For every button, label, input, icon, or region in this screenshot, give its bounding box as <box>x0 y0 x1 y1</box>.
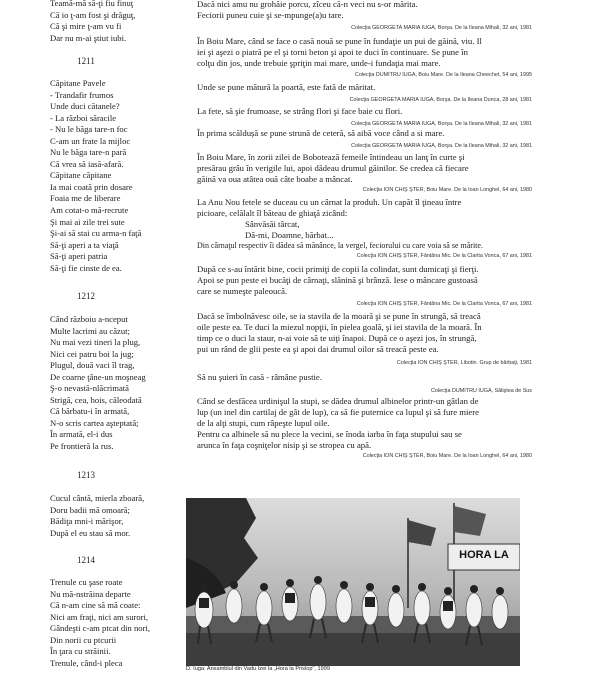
text-line: În Boiu Mare, în zorii zilei de Bobotează femeile întindeau un lanţ în curte şi <box>197 152 465 162</box>
folk-ensemble-photo <box>186 498 520 666</box>
text-line: pui un rând de glii peste ea şi apoi dai drumul oilor să treacă peste ea. <box>197 343 439 354</box>
source-credit: Colecţia ION CHIŞ ŞTER, Fântâna Mic. De la Clarita Vonca, 67 ani, 1981 <box>356 253 532 259</box>
verse-line: De coarne ţâne-un moşneag <box>50 371 146 382</box>
verse-line: Strigă, cea, hois, căleodată <box>50 394 142 405</box>
verse-line: Cucul cântă, mierla zboară, <box>50 493 145 503</box>
verse-line: - Nu le băga tare-n foc <box>50 124 128 135</box>
source-credit: Colecţia DUMITRU IUGA, Săliştea de Sus <box>431 388 532 394</box>
source-credit: Colecţia ION CHIŞ ŞTER, Libotin. Grup de bărbaţi, 1981 <box>396 360 532 366</box>
verse-line: Nu mă-nstrăina departe <box>50 588 131 599</box>
verse-line: Foaia me de liberare <box>50 193 121 204</box>
photo-illustration <box>186 498 520 666</box>
verse-line: Nici cei patru boi la jug; <box>50 348 134 359</box>
paragraph <box>197 152 532 185</box>
poem-number-1212: 1212 <box>77 291 95 301</box>
text-line: Să nu şuieri în casă - râmâne pustie. <box>197 372 322 382</box>
verse-line: Să-ţi aperi a ta viaţă <box>50 239 119 250</box>
verse-line: Şi-ai să stai cu arma-n faţă <box>50 228 142 239</box>
verse-line: Că bărbatu-i în armată, <box>50 406 130 417</box>
paragraph <box>197 82 532 93</box>
text-line: colţu din jos, unde trebuie şpriţin mai mare, unde-i fundaţia mai mare. <box>197 57 441 68</box>
verse-line: Teamă-mă să-ţi fiu finuţ <box>50 0 134 8</box>
paragraph <box>197 264 532 297</box>
source-credit: Colecţia GEORGETA MARIA IUGA, Borşa. De la Ileana Mihali, 32 ani, 1981 <box>351 121 532 127</box>
poem-number-1211: 1211 <box>77 56 95 66</box>
text-line: oile peste ea. Te duci la miezul nopţii, în pielea goală, şi iei stavila de la moară. În <box>197 321 482 332</box>
poem-number-1213: 1213 <box>77 470 95 480</box>
source-credit: Colecţia ION CHIŞ ŞTER, Boiu Mare. De la Ioan Longhel, 64 ani, 1980 <box>362 453 532 459</box>
text-line: În prima scăldușă se pune strună de ceteră, să aibă voce când a si mare. <box>197 128 445 138</box>
text-line: La Anu Nou fetele se duceau cu un cârnat la produh. Un capăt îl ţineau între <box>197 197 462 207</box>
verse-line: Când războiu a-nceput <box>50 314 128 324</box>
verse-line: - Trandafir frumos <box>50 89 114 100</box>
text-line: La fete, să şie frumoase, se strâng flori şi face baie cu flori. <box>197 106 403 116</box>
verse-line: N-o scris cartea aşteptată; <box>50 417 139 428</box>
paragraph <box>197 197 532 252</box>
paragraph <box>197 311 532 355</box>
text-line: Dacă se îmbolnăvesc oile, se ia stavila de la moară şi se pune în strungă, să treacă <box>197 311 481 321</box>
text-line: Unde se pune mătură la poartă, este fată de măritat. <box>197 82 376 92</box>
text-line: Feciorii puneu cuie şi se-mpunge(a)u tare. <box>197 9 344 20</box>
source-credit: Colecţia DUMITRU IUGA, Boiu Mare. De la Ileana Cheechet, 54 ani, 1995 <box>354 72 532 78</box>
photo-caption: D. Iuga: Ansamblul din Vadu Izei la „Hora la Prislop", 1999 <box>186 666 330 672</box>
paragraph <box>197 106 532 117</box>
verse-line: Gândeşti c-am ptcat din nori, <box>50 623 150 634</box>
verse-line: În armată, el-i dus <box>50 429 113 440</box>
source-credit: Colecţia GEORGETA MARIA IUGA, Borşa. De la Ileana Mihali, 32 ani, 1981 <box>351 143 532 149</box>
source-credit: Colecţia ION CHIŞ ŞTER, Fântâna Mic. De la Clarita Vonca, 67 ani, 1981 <box>356 301 532 307</box>
paragraph <box>197 128 532 139</box>
text-line: Când se desfăcea urdinişul la stupi, se dădea drumul albinelor printr-un gâtlan de <box>197 396 479 406</box>
text-line: timp ce o duci la staur, n-ai voie să te uiţi înapoi. După ce o aşezi jos, în strungă, <box>197 332 477 343</box>
verse-line: Că şi mire ţ-am vu fi <box>50 21 122 32</box>
paragraph <box>197 36 532 69</box>
text-line: care se numeşte paleoucă. <box>197 285 288 296</box>
verse-line: C-am un frate la mijloc <box>50 135 131 146</box>
verse-line: Dar nu m-ai ştiut iubi. <box>50 32 127 43</box>
text-line: găină va oua atâtea ouă câte boabe a mâncat. <box>197 173 353 184</box>
paragraph <box>197 396 532 451</box>
verse-fragment-top <box>50 0 135 44</box>
text-line: Apoi se pun peste ei bucăţi de cârnaţi, slănină şi brânză. Iese o mâncare gustoasă <box>197 274 478 285</box>
verse-line: Multe lacrimi au căzut; <box>50 325 130 336</box>
poem-1213 <box>50 493 144 539</box>
verse-line: Din norii cu ptcurii <box>50 634 117 645</box>
verse-line: Pe frontieră la rus. <box>50 441 114 452</box>
verse-line: Şi mai ai zile trei sute <box>50 216 125 227</box>
verse-line: Bădiţa mni-i mărişor, <box>50 516 124 527</box>
verse-line: Căpitane căpitane <box>50 170 112 181</box>
verse-line: Ia mai coată prin dosare <box>50 181 133 192</box>
verse-line: Că io ţ-am fost şi drăguţ, <box>50 9 136 20</box>
verse-line: Am cotat-o mă-recrute <box>50 205 129 216</box>
verse-line: Că n-am cine să mă coate: <box>50 600 141 611</box>
verse-line: Sânvăsăi târcat, <box>245 218 300 229</box>
verse-line: Trenule, când-i pleca <box>50 657 123 668</box>
source-credit: Colecţia ION CHIŞ ŞTER, Boiu Mare. De la Ioan Longhel, 64 ani, 1980 <box>362 187 532 193</box>
text-line: În Boiu Mare, când se face o casă nouă se pune în fundaţie un pui de găină, viu. Il <box>197 36 482 46</box>
verse-line: Trenule cu şase roate <box>50 577 123 587</box>
verse-line: Nu mai vezi tineri la plug, <box>50 337 141 348</box>
poem-1211 <box>50 78 141 274</box>
paragraph <box>197 372 532 383</box>
text-line: picioare, celălalt îl băteau de ghiaţă zicând: <box>197 207 348 218</box>
text-line: Din cârnaţul respectiv îi dădea să mănânce, la vergel, feciorului cu care voia să se mărite. <box>197 240 483 250</box>
poem-1214 <box>50 577 150 669</box>
verse-line: Nici am fraţi, nici am surori, <box>50 611 149 622</box>
text-line: Dacă nici amu nu grohăie porcu, zîceu că-n veci nu s-or mărita. <box>197 0 418 9</box>
text-line: După ce s-au întărit bine, cocii primiţi de copii la colindat, sunt dumicaţi şi fierţi. <box>197 264 479 274</box>
verse-line: Doru badii mă omoară; <box>50 504 130 515</box>
verse-line: Că vrea să iasă-afară. <box>50 158 124 169</box>
verse-line: Unde duci cătanele? <box>50 101 120 112</box>
verse-line: - La război săracile <box>50 112 117 123</box>
verse-line: După el eu stau să mor. <box>50 527 131 538</box>
verse-line: Căpitane Pavele <box>50 78 106 88</box>
verse-line: În ţara cu străinii. <box>50 646 111 657</box>
verse-line: Dă-mi, Doamne, bărbat... <box>245 229 334 240</box>
source-credit: Colecţia GEORGETA MARIA IUGA, Borşa. De la Ileana Mihali, 32 ani, 1981 <box>351 25 532 31</box>
verse-line: Ş-o nevastă-nlăcrimată <box>50 383 129 394</box>
text-line: Pentru ca albinele să nu plece la vecini, se înoda iarba în faţa stupului sau se <box>197 428 462 439</box>
photo-banner: HORA LA <box>459 549 509 561</box>
text-line: de la alţi stupi, cum râpeşte lupul oile. <box>197 417 330 428</box>
source-credit: Colecţia GEORGETA MARIA IUGA, Borşa. De la Ileana Dunca, 28 ani, 1981 <box>349 97 532 103</box>
paragraph <box>197 0 532 21</box>
text-line: arunca în faţa coşniţelor nisip şi se stropea cu apă. <box>197 439 372 450</box>
text-line: lup (un inel din cartilaj de gât de lup), ca să fie puternice ca lupul şi să fure miere <box>197 406 479 417</box>
text-line: presărau grâu în verigile lui, apoi dădeau drumul găinilor. Se credea că fiecare <box>197 162 469 173</box>
poem-1212 <box>50 314 146 453</box>
verse-line: Să-ţi aperi patria <box>50 251 108 262</box>
verse-line: Plugul, două vaci îl trag, <box>50 360 135 371</box>
verse-line: Să-ţi fie cinste de ea. <box>50 262 122 273</box>
text-line: iei şi aşezi o piatră pe el şi torni beton şi apoi te duci în continuare. Se pune în <box>197 46 468 57</box>
verse-line: Nu le băga tare-n pară <box>50 147 127 158</box>
poem-number-1214: 1214 <box>77 555 95 565</box>
